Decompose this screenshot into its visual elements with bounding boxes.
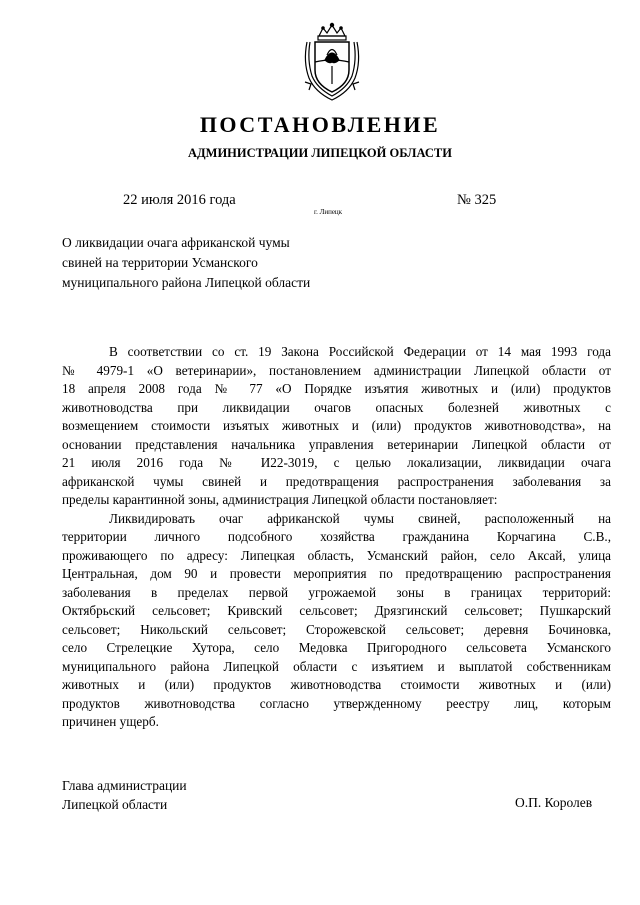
signatory-name: О.П. Королев [515, 795, 593, 810]
heading-line: свиней на территории Усманского [62, 255, 258, 270]
body-line: территории личного подсобного хозяйства гражданина Корчагина С.В., [62, 529, 611, 544]
body-line: сельсовет; Никольский сельсовет; Сторожевской сельсовет; деревня Бочиновка, [62, 621, 611, 637]
heading-line: О ликвидации очага африканской чумы [62, 235, 290, 250]
body-line: основании представления начальника управления ветеринарии Липецкой области от [62, 436, 611, 452]
body-line: животноводства при ликвидации очагов опасных болезней животных с [62, 399, 611, 415]
signatory-position [62, 776, 187, 814]
body-line: Октябрьский сельсовет; Кривский сельсовет; Дрязгинский сельсовет; Пушкарский [62, 603, 611, 618]
body-line: 21 июля 2016 года № И22-3019, с целью локализации, ликвидации очага [62, 455, 611, 470]
signatory-position-line: Липецкой области [62, 797, 168, 812]
body-line: причинен ущерб. [62, 714, 159, 729]
body-line: возмещением стоимости изъятых животных и (или) продуктов животноводства», на [62, 418, 611, 433]
body-line: В соответствии со ст. 19 Закона Российской Федерации от 14 мая 1993 года [109, 344, 611, 359]
body-line: 18 апреля 2008 года № 77 «О Порядке изъятия животных и (или) продуктов [62, 381, 611, 396]
coat-of-arms-icon [301, 22, 363, 104]
document-city: г. Липецк [314, 208, 343, 216]
document-heading [62, 233, 310, 293]
body-line: Центральная, дом 90 и провести мероприятия по предотвращению распространения [62, 566, 611, 581]
body-line: муниципального района Липецкой области с изъятием и выплатой собственникам [62, 658, 611, 674]
body-line: Ликвидировать очаг африканской чумы свиней, расположенный на [109, 510, 611, 526]
body-line: проживающего по адресу: Липецкая область, Усманский район, село Аксай, улица [62, 547, 611, 563]
heading-line: муниципального района Липецкой области [62, 275, 311, 290]
document-title: ПОСТАНОВЛЕНИЕ [199, 112, 441, 137]
body-line: заболевания в пределах первой угрожаемой зоны в границах территорий: [62, 584, 611, 600]
body-line: № 4979-1 «О ветеринарии», постановлением администрации Липецкой области от [62, 362, 611, 378]
body-line: село Стрелецкие Хутора, село Медовка Пригородного сельсовета Усманского [62, 640, 611, 655]
body-line: продуктов животноводства согласно утвержденному реестру лиц, которым [62, 695, 611, 711]
body-line: пределы карантинной зоны, администрация Липецкой области постановляет: [62, 492, 498, 507]
document-number: № 325 [457, 192, 497, 208]
body-line: животных и (или) продуктов животноводства стоимости животных и (или) [62, 677, 611, 692]
document-body [62, 343, 611, 732]
issuer-subtitle: АДМИНИСТРАЦИИ ЛИПЕЦКОЙ ОБЛАСТИ [188, 146, 452, 160]
signatory-position-line: Глава администрации [62, 778, 187, 793]
body-line: африканской чумы свиней и предотвращения распространения заболевания за [62, 473, 611, 489]
document-date: 22 июля 2016 года [123, 192, 236, 208]
